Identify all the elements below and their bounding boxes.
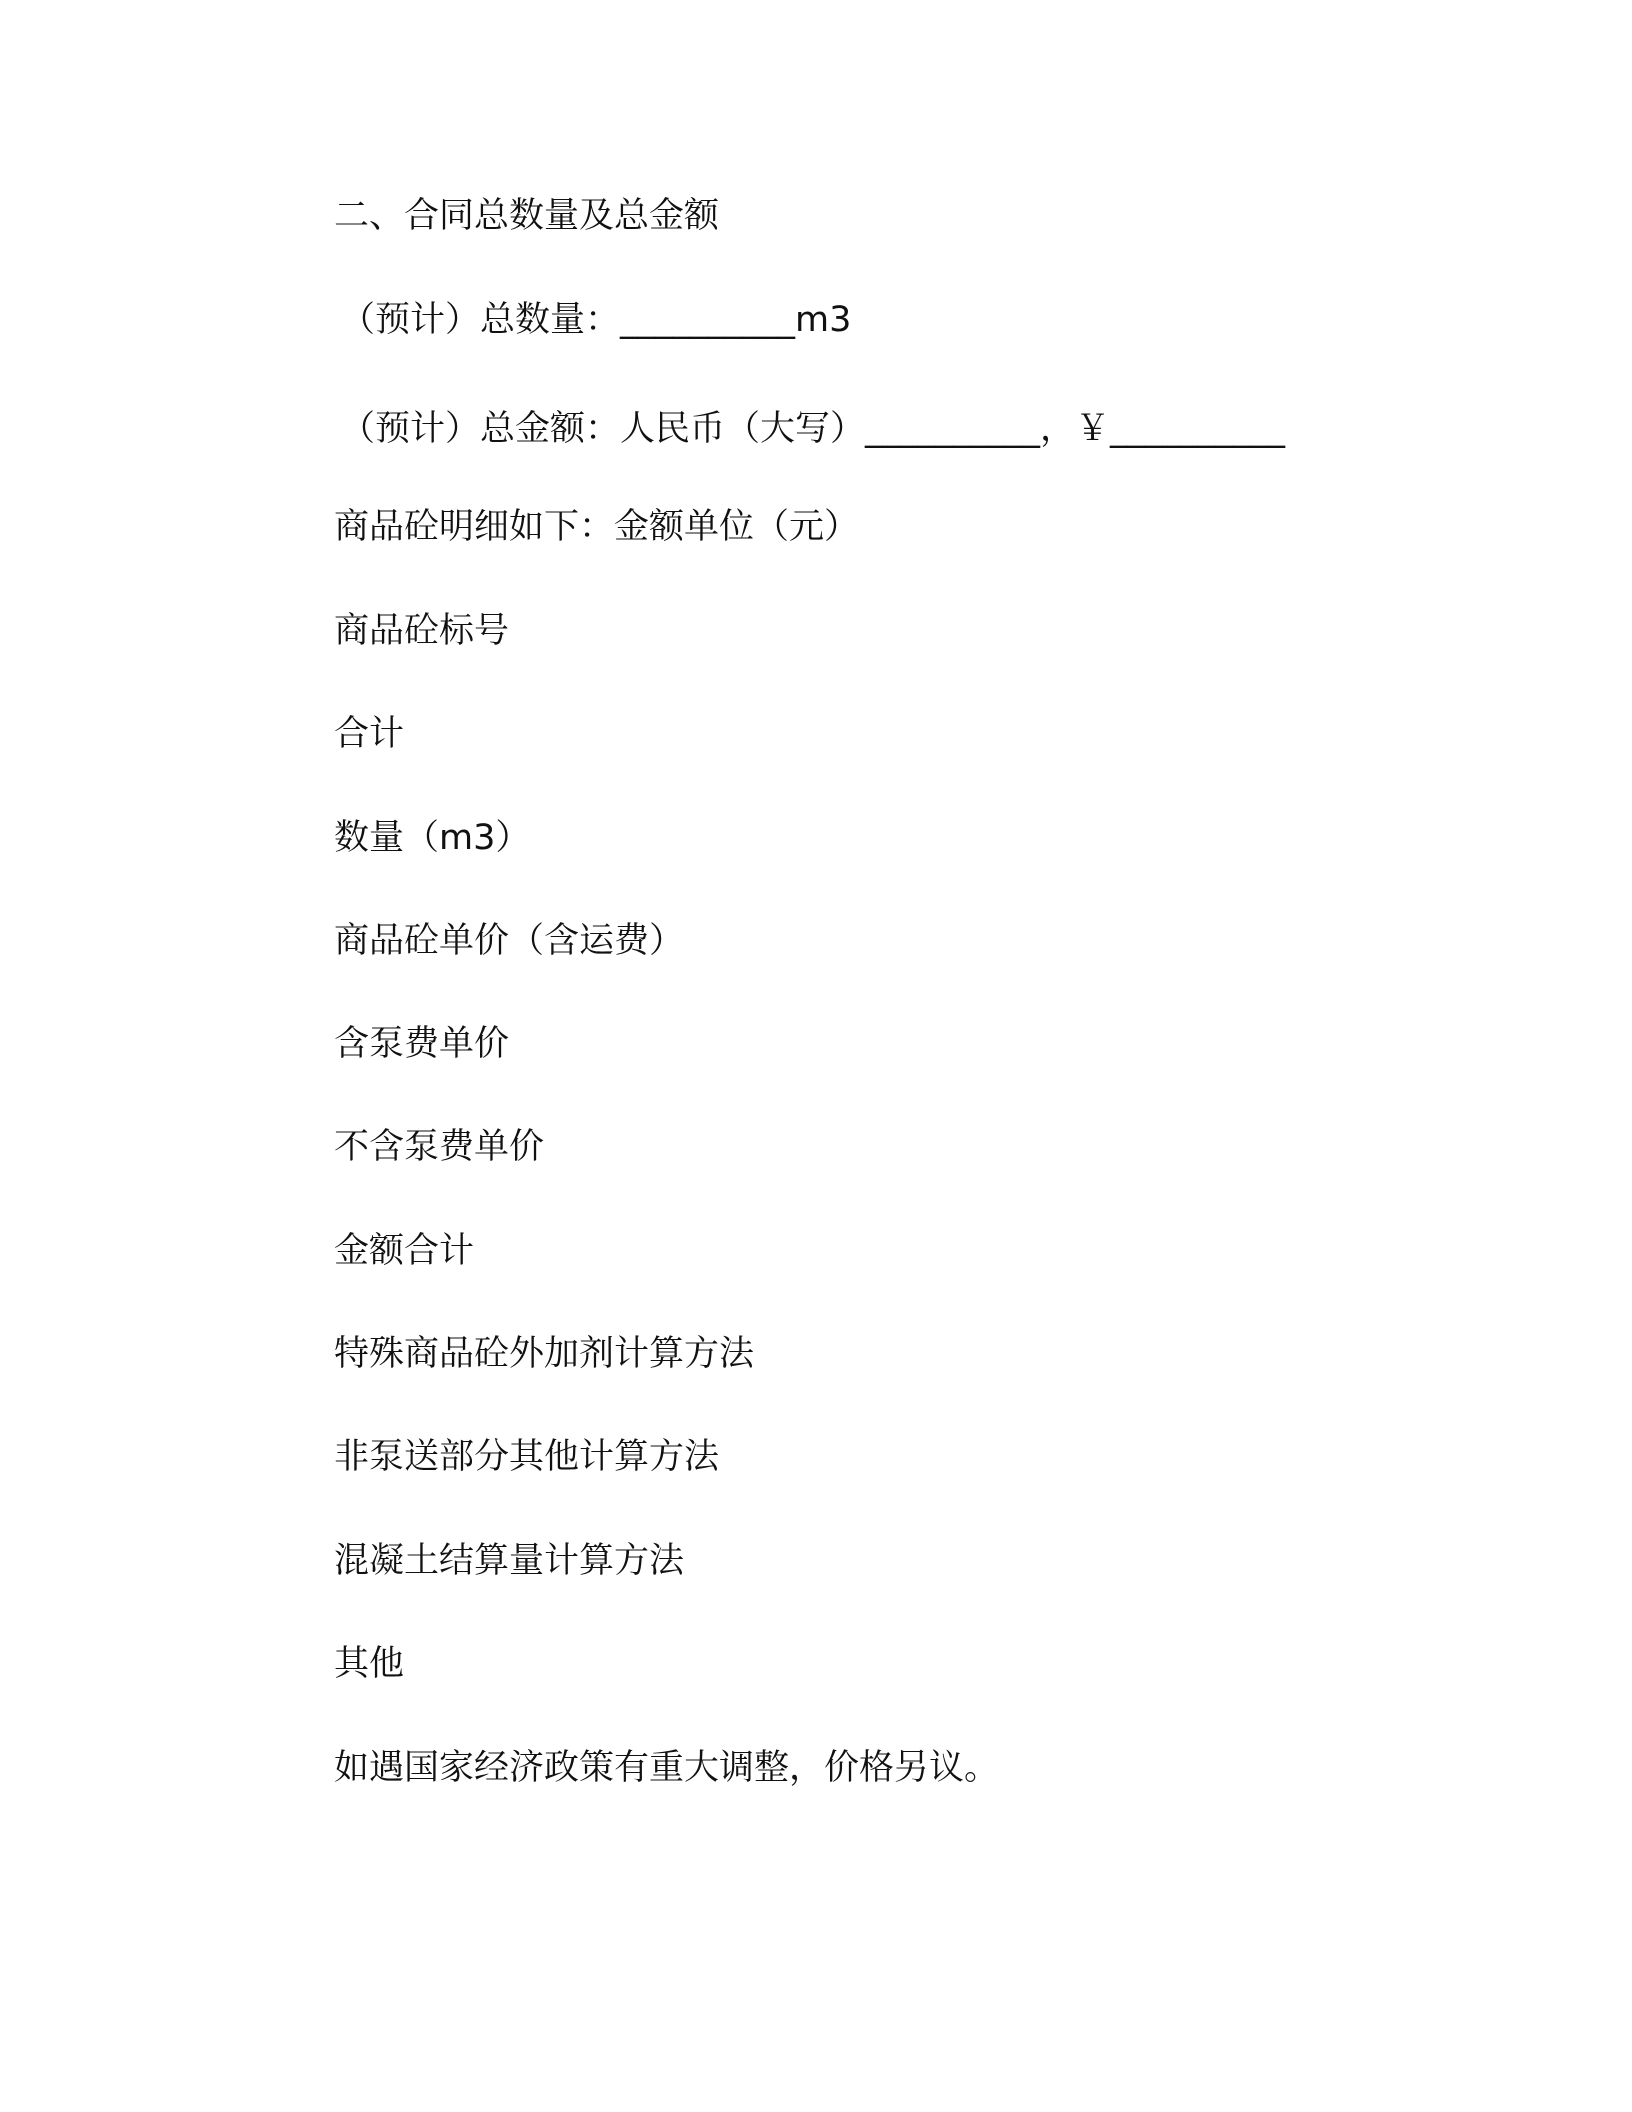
item-unit-price-with-pump: 含泵费单价 <box>334 1024 510 1064</box>
closing-note: 如遇国家经济政策有重大调整，价格另议。 <box>334 1748 1000 1788</box>
item-other: 其他 <box>334 1644 405 1684</box>
section-heading: 二、合同总数量及总金额 <box>334 196 720 236</box>
total-quantity-line: （预计）总数量：__________m3 <box>340 300 852 340</box>
detail-intro: 商品砼明细如下：金额单位（元） <box>334 507 860 547</box>
item-total: 合计 <box>334 714 405 754</box>
item-concrete-grade: 商品砼标号 <box>334 611 510 651</box>
item-settlement-method: 混凝土结算量计算方法 <box>334 1541 685 1581</box>
item-admixture-method: 特殊商品砼外加剂计算方法 <box>334 1334 755 1374</box>
item-unit-price-with-transport: 商品砼单价（含运费） <box>334 921 685 961</box>
item-unit-price-without-pump: 不含泵费单价 <box>334 1127 545 1167</box>
total-amount-line: （预计）总金额：人民币（大写）__________，￥__________ <box>340 409 1286 449</box>
item-non-pumped-method: 非泵送部分其他计算方法 <box>334 1437 720 1477</box>
item-amount-total: 金额合计 <box>334 1231 475 1271</box>
item-quantity: 数量（m3） <box>334 818 531 858</box>
